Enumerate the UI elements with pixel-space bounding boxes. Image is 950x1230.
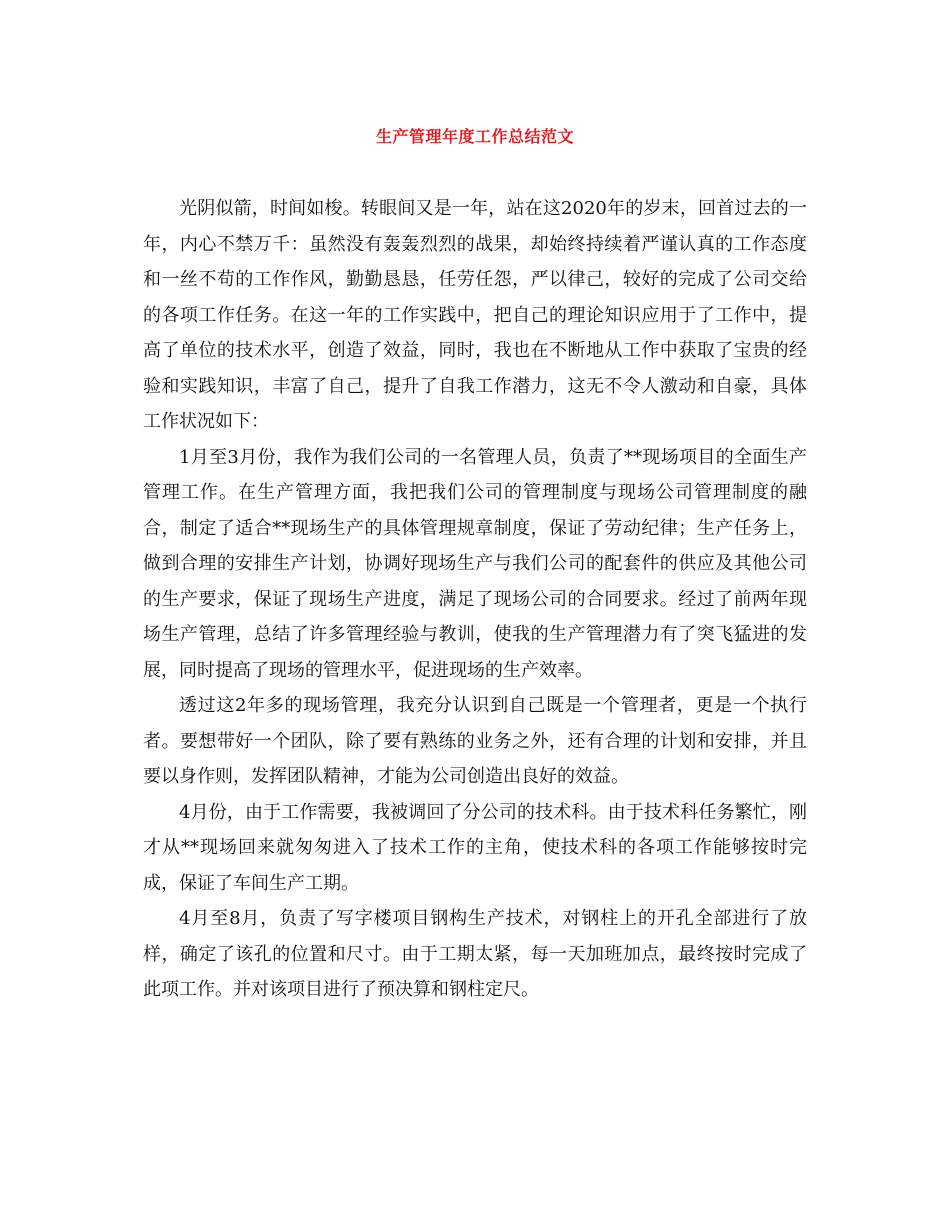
- paragraph-apr-aug: 4月至8月，负责了写字楼项目钢构生产技术，对钢柱上的开孔全部进行了放样，确定了该孔的位置和尺寸。由于工期太紧，每一天加班加点，最终按时完成了此项工作。并对该项目进行了预决算和钢柱定尺。: [143, 908, 807, 1000]
- paragraph-april: 4月份，由于工作需要，我被调回了分公司的技术科。由于技术科任务繁忙，刚才从**现场回来就匆匆进入了技术工作的主角，使技术科的各项工作能够按时完成，保证了车间生产工期。: [143, 801, 807, 894]
- paragraph-jan-mar: 1月至3月份，我作为我们公司的一名管理人员，负责了**现场项目的全面生产管理工作。在生产管理方面，我把我们公司的管理制度与现场公司管理制度的融合，制定了适合**现场生产的具体管理规章制度，保证了劳动纪律；生产任务上，做到合理的安排生产计划，协调好现场生产与我们公司的配套件的供应及其他公司的生产要求，保证了现场生产进度，满足了现场公司的合同要求。经过了前两年现场生产管理，总结了许多管理经验与教训，使我的生产管理潜力有了突飞猛进的发展，同时提高了现场的管理水平，促进现场的生产效率。: [143, 446, 807, 681]
- paragraph-intro: 光阴似箭，时间如梭。转眼间又是一年，站在这2020年的岁末，回首过去的一年，内心不禁万千：虽然没有轰轰烈烈的战果，却始终持续着严谨认真的工作态度和一丝不苟的工作作风，勤勤恳恳，任劳任怨，严以律己，较好的完成了公司交给的各项工作任务。在这一年的工作实践中，把自己的理论知识应用于了工作中，提高了单位的技术水平，创造了效益，同时，我也在不断地从工作中获取了宝贵的经验和实践知识，丰富了自己，提升了自我工作潜力，这无不令人激动和自豪，具体工作状况如下：: [143, 198, 807, 432]
- paragraph-reflection: 透过这2年多的现场管理，我充分认识到自己既是一个管理者，更是一个执行者。要想带好一个团队，除了要有熟练的业务之外，还有合理的计划和安排，并且要以身作则，发挥团队精神，才能为公司创造出良好的效益。: [143, 695, 807, 787]
- document-body: [143, 191, 807, 1008]
- document-title: 生产管理年度工作总结范文: [375, 127, 574, 146]
